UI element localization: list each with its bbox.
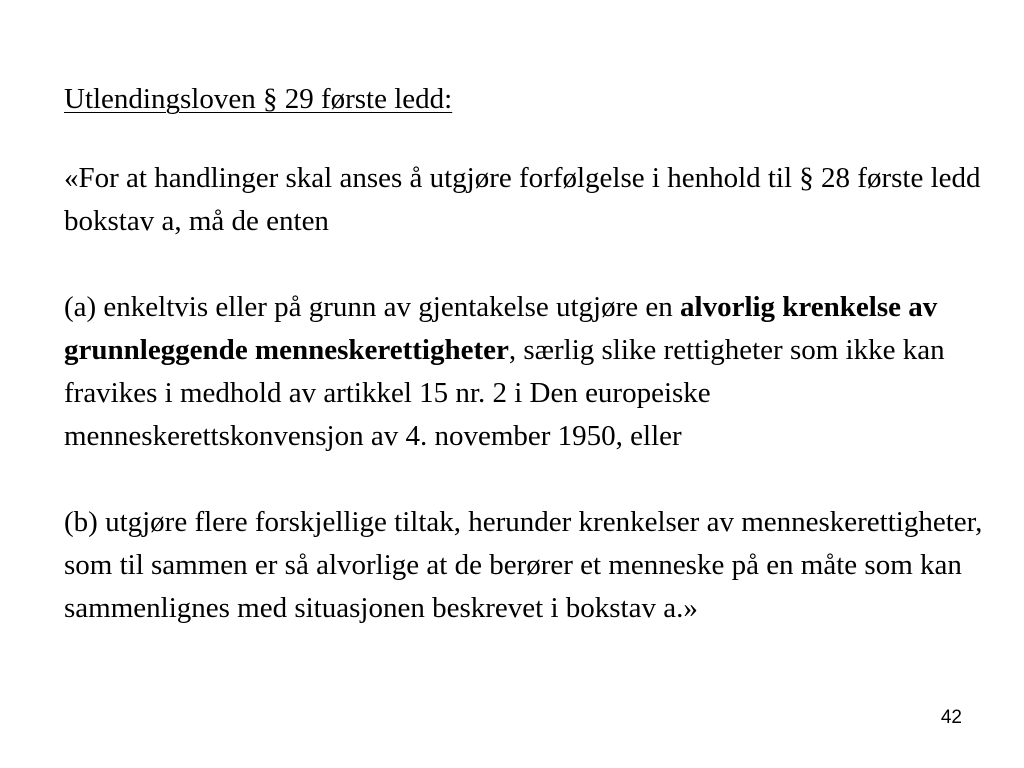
page-number: 42 [940,707,962,728]
item-a-lead: (a) enkeltvis eller på grunn av gjentakelse utgjøre en [64,291,681,323]
paragraph-spacer [64,458,984,501]
slide-title: Utlendingsloven § 29 første ledd: [64,83,453,115]
slide-body [64,157,984,630]
item-b-paragraph: (b) utgjøre flere forskjellige tiltak, herunder krenkelser av menneskerettigheter, som til sammen er så alvorlige at de berører et menneske på en måte som kan sammenlignes med situasjonen beskrevet i bokstav a.» [64,506,983,624]
item-a-rest: , særlig slike rettigheter som ikke kan fravikes i medhold av artikkel 15 nr. 2 i Den europeiske menneskerettskonvensjon av 4. november 1950, eller [64,334,945,452]
intro-paragraph: «For at handlinger skal anses å utgjøre forfølgelse i henhold til § 28 første ledd bokstav a, må de enten [64,162,981,237]
item-a-bold-phrase: alvorlig krenkelse av grunnleggende menneskerettigheter [64,291,938,366]
item-a-paragraph [64,286,984,458]
paragraph-spacer [64,243,984,286]
